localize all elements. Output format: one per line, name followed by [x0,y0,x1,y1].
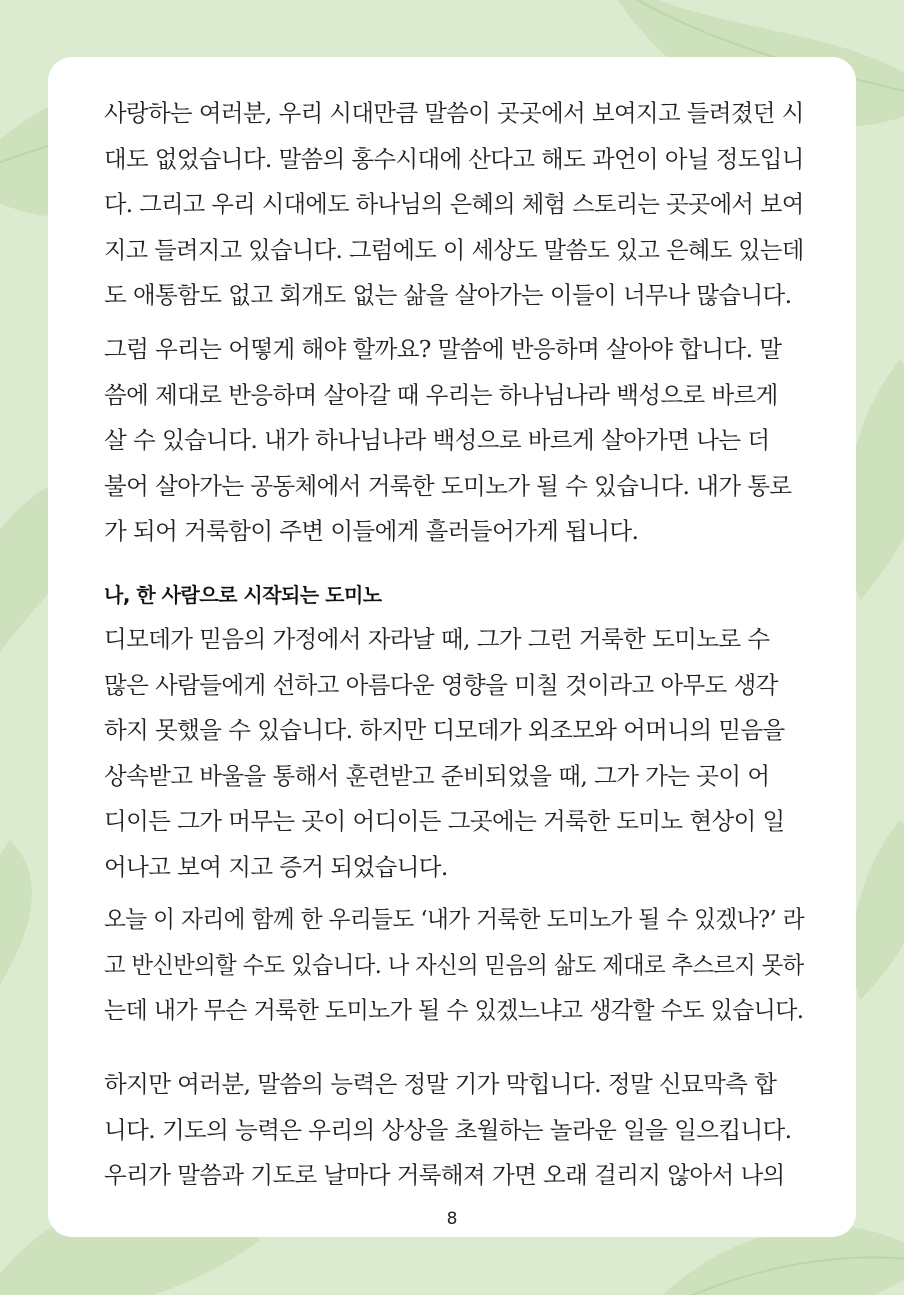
text-line: 많은 사람들에게 선하고 아름다운 영향을 미칠 것이라고 아무도 생각 [104,670,778,699]
page-number: 8 [446,1209,458,1229]
text-line: 는데 내가 무슨 거룩한 도미노가 될 수 있겠느냐고 생각할 수도 있습니다. [104,996,804,1024]
paragraph-2 [104,327,804,555]
text-line: 살 수 있습니다. 내가 하나님나라 백성으로 바르게 살아가면 나는 더 [104,426,770,454]
paragraph-3 [104,617,804,890]
leaf-icon [0,840,32,1000]
text-line: 니다. 기도의 능력은 우리의 상상을 초월하는 놀라운 일을 일으킵니다. [104,1115,792,1144]
paragraph-4 [104,897,804,1034]
text-line: 하지 못했을 수 있습니다. 하지만 디모데가 외조모와 어머니의 믿음을 [104,716,785,744]
text-line: 상속받고 바울을 통해서 훈련받고 준비되었을 때, 그가 가는 곳이 어 [104,761,770,790]
leaf-icon [852,820,904,1000]
text-line: 하지만 여러분, 말씀의 능력은 정말 기가 막힙니다. 정말 신묘막측 합 [104,1070,777,1098]
text-line: 우리가 말씀과 기도로 날마다 거룩해져 가면 오래 걸리지 않아서 나의 [104,1161,785,1189]
paragraph-1 [104,91,804,319]
text-line: 지고 들려지고 있습니다. 그럼에도 이 세상도 말씀도 있고 은혜도 있는데 [104,235,804,264]
text-line: 그럼 우리는 어떻게 해야 할까요? 말씀에 반응하며 살아야 합니다. 말 [104,335,782,363]
text-line: 고 반신반의할 수도 있습니다. 나 자신의 믿음의 삶도 제대로 추스르지 못하 [104,950,804,979]
paragraph-5 [104,1062,804,1199]
text-line: 불어 살아가는 공동체에서 거룩한 도미노가 될 수 있습니다. 내가 통로 [104,471,792,500]
text-line: 대도 없었습니다. 말씀의 홍수시대에 산다고 해도 과언이 아닐 정도입니 [104,144,804,173]
page-card [48,57,856,1237]
text-line: 디이든 그가 머무는 곳이 어디이든 그곳에는 거룩한 도미노 현상이 일 [104,807,785,835]
text-line: 씀에 제대로 반응하며 살아갈 때 우리는 하나님나라 백성으로 바르게 [104,380,778,409]
text-line: 디모데가 믿음의 가정에서 자라날 때, 그가 그런 거룩한 도미노로 수 [104,625,770,653]
text-line: 사랑하는 여러분, 우리 시대만큼 말씀이 곳곳에서 보여지고 들려졌던 시 [104,99,804,127]
text-line: 오늘 이 자리에 함께 한 우리들도 ‘내가 거룩한 도미노가 될 수 있겠나?’ 라 [104,905,805,933]
text-line: 다. 그리고 우리 시대에도 하나님의 은혜의 체험 스토리는 곳곳에서 보여 [104,190,804,218]
text-line: 도 애통함도 없고 회개도 없는 삶을 살아가는 이들이 너무나 많습니다. [104,281,792,309]
text-line: 가 되어 거룩함이 주변 이들에게 흘러들어가게 됩니다. [104,517,639,545]
text-line: 어나고 보여 지고 증거 되었습니다. [104,852,448,881]
section-heading: 나, 한 사람으로 시작되는 도미노 [104,583,382,607]
